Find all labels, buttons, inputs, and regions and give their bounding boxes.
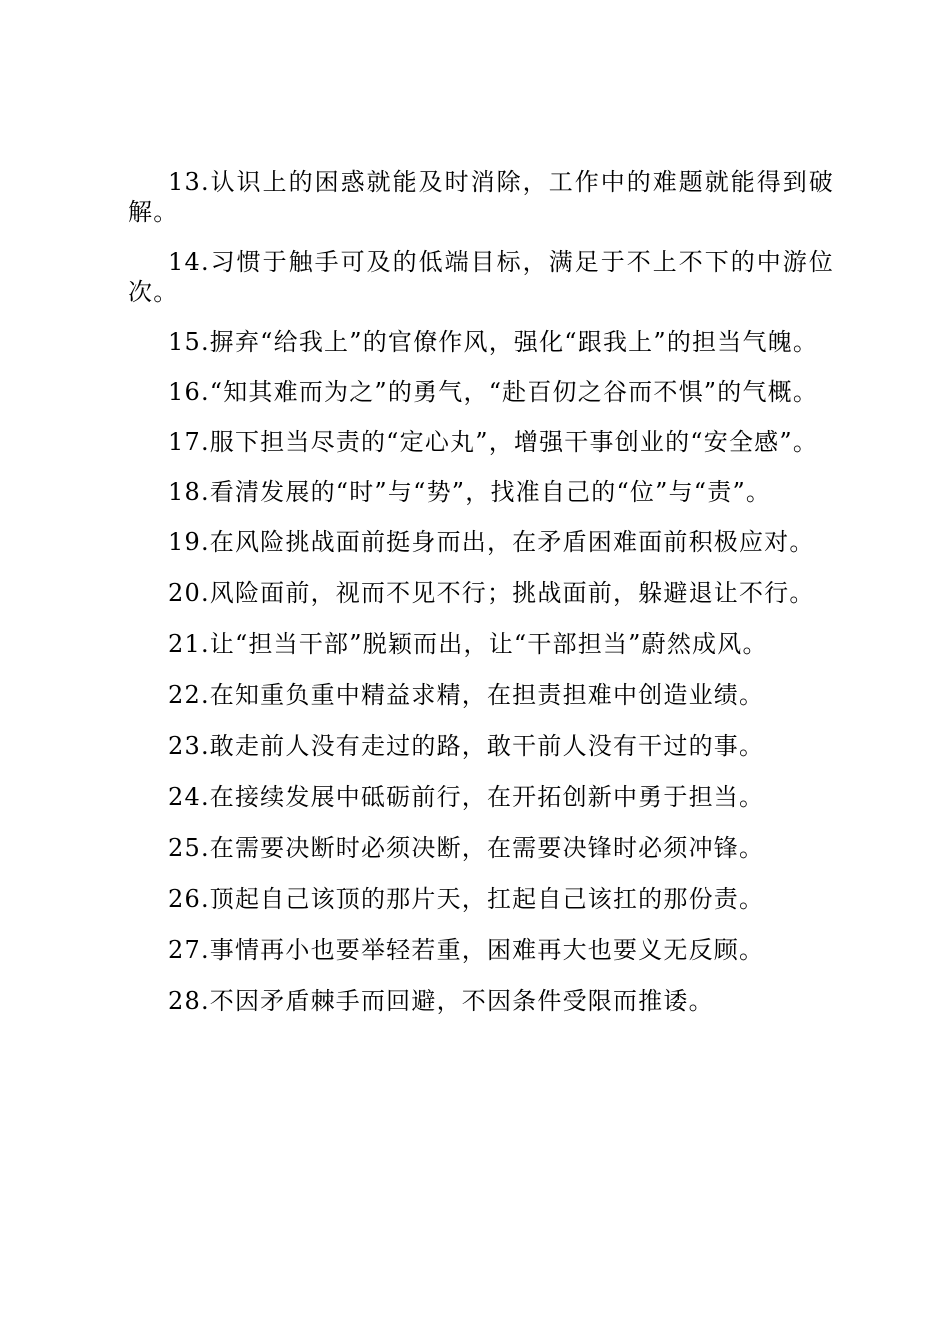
list-item: 20.风险面前，视而不见不行；挑战面前，躲避退让不行。 bbox=[168, 579, 815, 607]
list-item: 17.服下担当尽责的“定心丸”，增强干事创业的“安全感”。 bbox=[168, 428, 819, 456]
list-item: 19.在风险挑战面前挺身而出，在矛盾困难面前积极应对。 bbox=[168, 528, 815, 556]
list-item: 26.顶起自己该顶的那片天，扛起自己该扛的那份责。 bbox=[168, 885, 765, 913]
list-item: 14.习惯于触手可及的低端目标，满足于不上不下的中游位次。 bbox=[128, 248, 834, 306]
list-item: 15.摒弃“给我上”的官僚作风，强化“跟我上”的担当气魄。 bbox=[168, 328, 819, 356]
list-item: 13.认识上的困惑就能及时消除，工作中的难题就能得到破解。 bbox=[128, 168, 834, 226]
list-item: 22.在知重负重中精益求精，在担责担难中创造业绩。 bbox=[168, 681, 765, 709]
list-item: 23.敢走前人没有走过的路，敢干前人没有干过的事。 bbox=[168, 732, 765, 760]
document-body bbox=[128, 167, 834, 1037]
list-item: 28.不因矛盾棘手而回避，不因条件受限而推诿。 bbox=[168, 987, 714, 1015]
list-item: 27.事情再小也要举轻若重，困难再大也要义无反顾。 bbox=[168, 936, 765, 964]
list-item: 21.让“担当干部”脱颖而出，让“干部担当”蔚然成风。 bbox=[168, 630, 768, 658]
list-item: 25.在需要决断时必须决断，在需要决锋时必须冲锋。 bbox=[168, 834, 765, 862]
list-item: 18.看清发展的“时”与“势”，找准自己的“位”与“责”。 bbox=[168, 478, 772, 506]
list-item: 16.“知其难而为之”的勇气，“赴百仞之谷而不惧”的气概。 bbox=[168, 378, 819, 406]
list-item: 24.在接续发展中砥砺前行，在开拓创新中勇于担当。 bbox=[168, 783, 765, 811]
